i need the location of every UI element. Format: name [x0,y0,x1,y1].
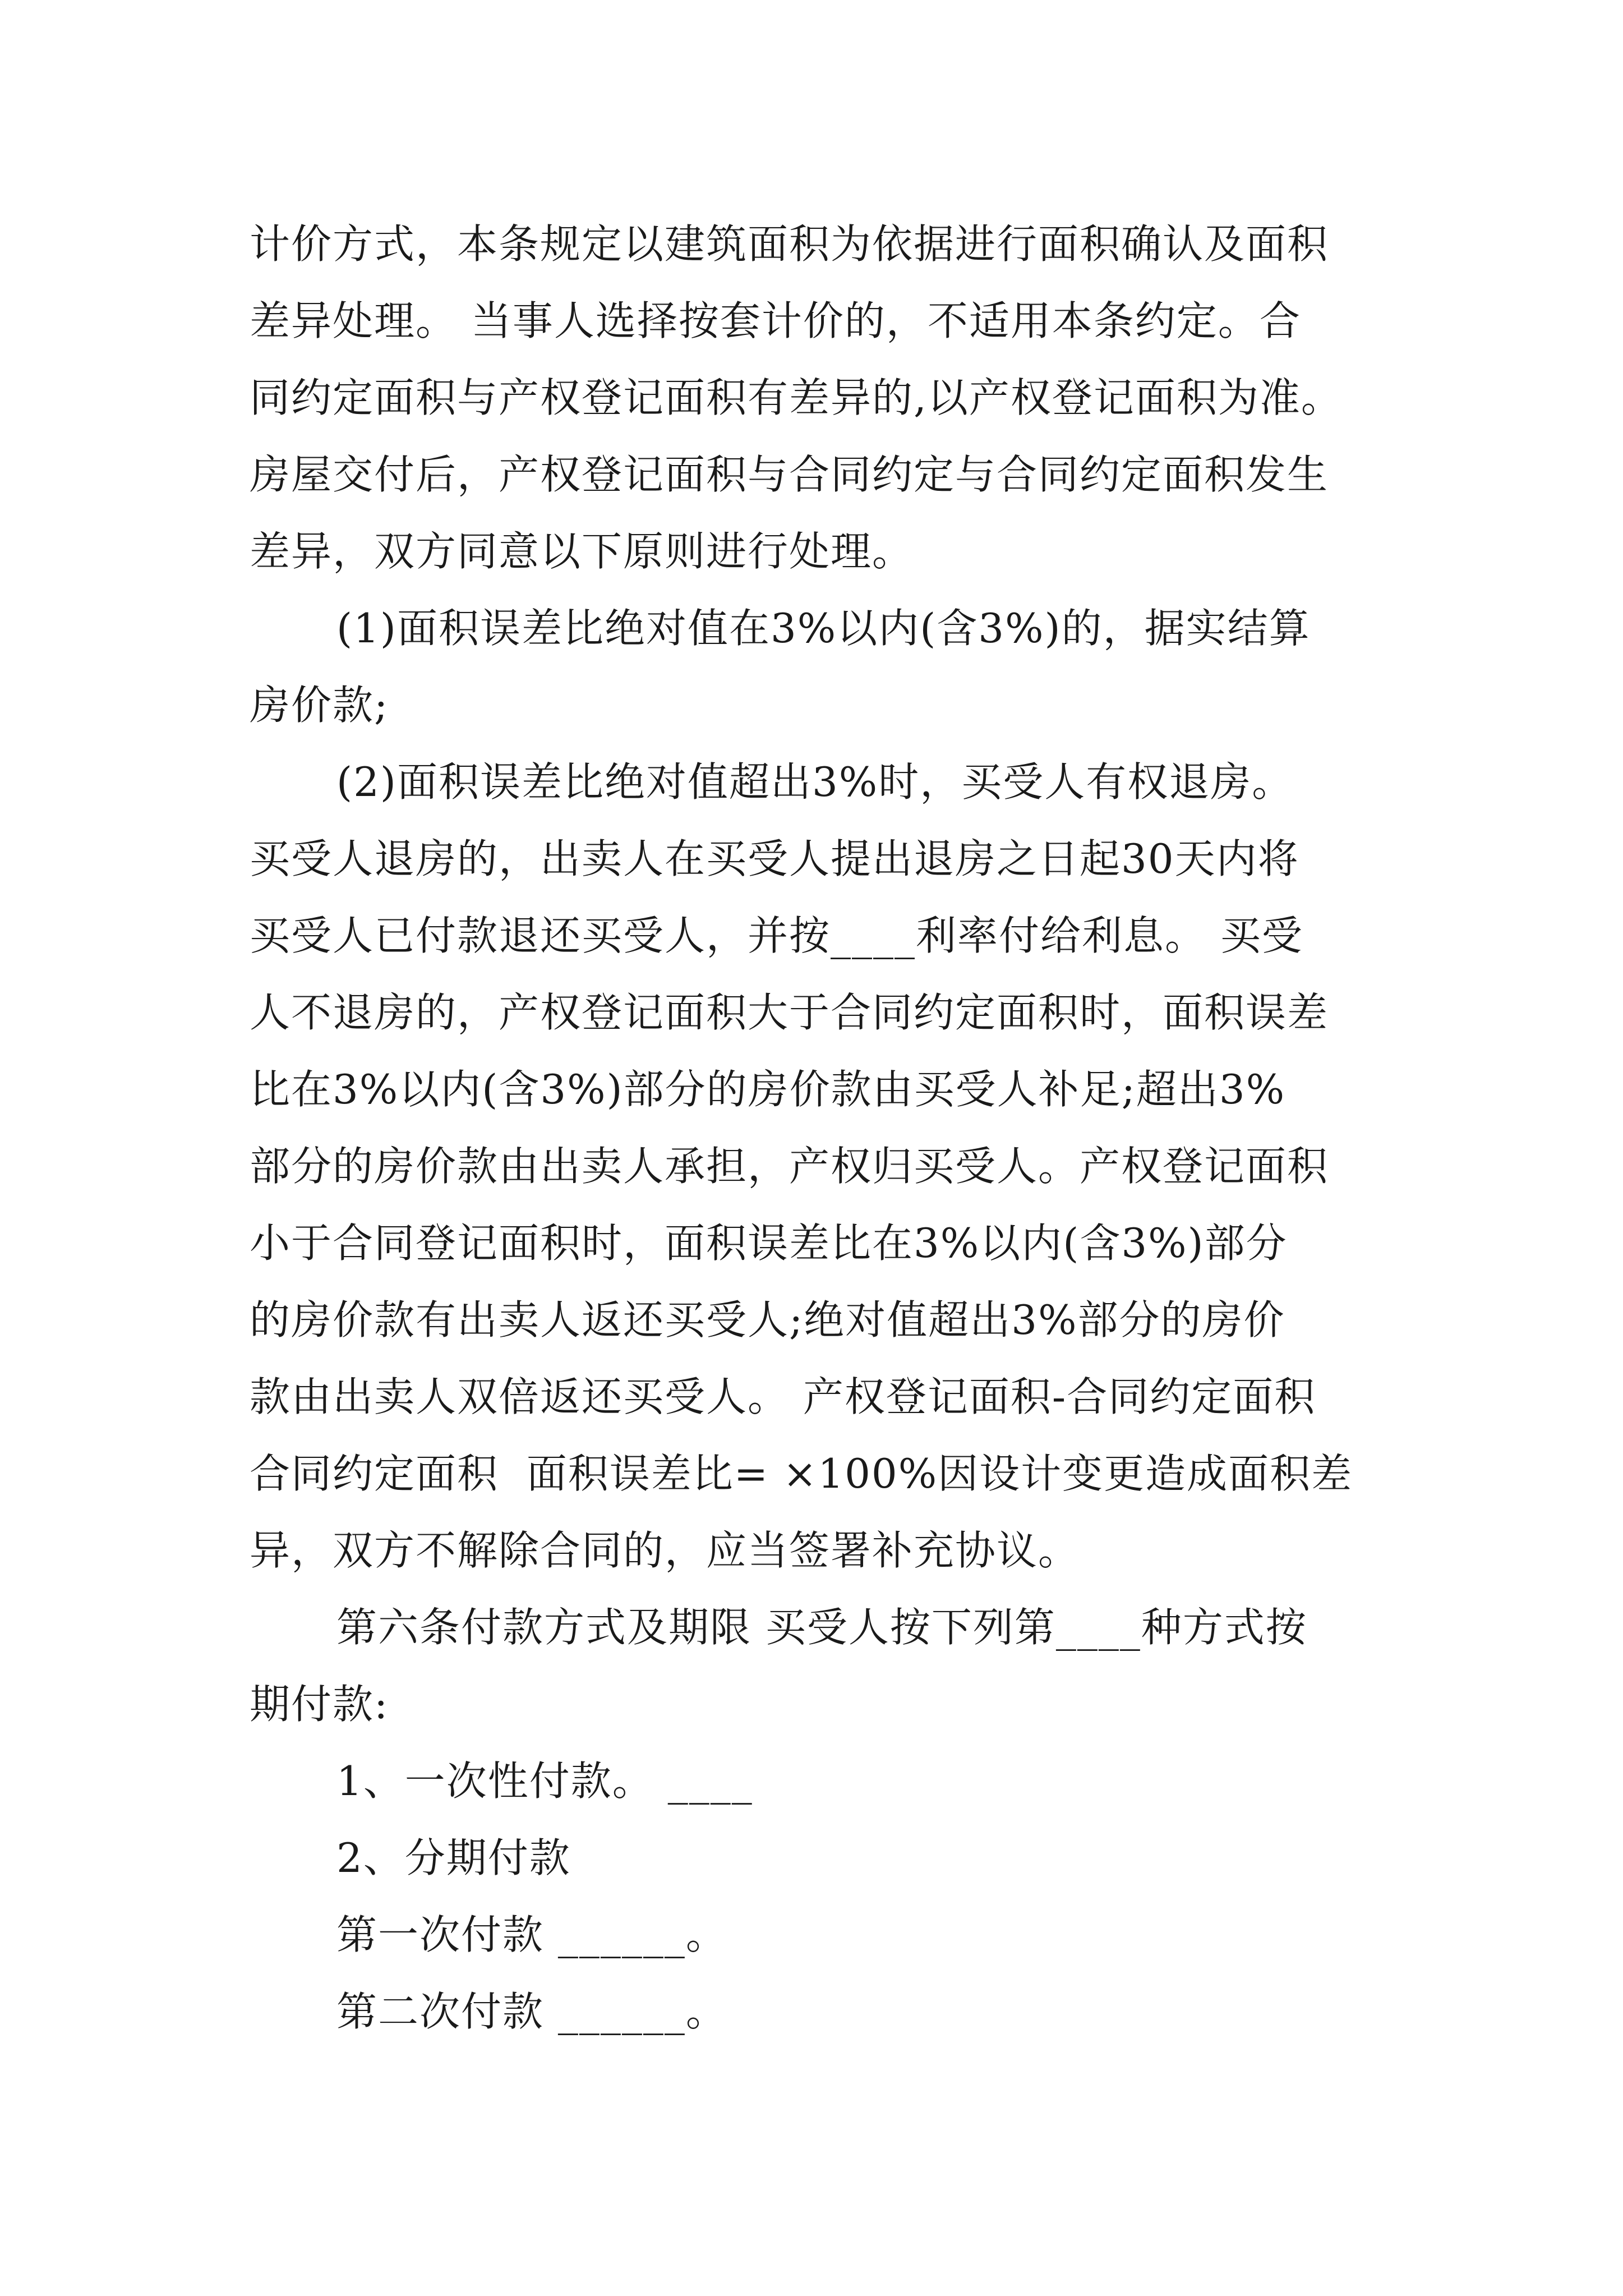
text-line: 款由出卖人双倍返还买受人。 产权登记面积-合同约定面积 [250,1373,1316,1420]
text-line: 比在3%以内(含3%)部分的房价款由买受人补足;超出3% [250,1066,1286,1113]
text-line: 计价方式，本条规定以建筑面积为依据进行面积确认及面积 [250,220,1329,268]
text-line: 差异处理。 当事人选择按套计价的，不适用本条约定。合 [250,297,1301,344]
text-line: 第一次付款 ______。 [336,1911,727,1958]
text-line: 2、分期付款 [336,1834,571,1881]
text-line: 房屋交付后，产权登记面积与合同约定与合同约定面积发生 [250,451,1329,498]
text-line: 同约定面积与产权登记面积有差异的,以产权登记面积为准。 [250,374,1343,421]
text-line: 期付款: [250,1681,389,1728]
text-line: 房价款; [250,682,389,729]
text-line: 买受人已付款退还买受人，并按____利率付给利息。 买受 [250,912,1303,959]
text-line: (2)面积误差比绝对值超出3%时，买受人有权退房。 [336,758,1294,806]
text-line: 人不退房的，产权登记面积大于合同约定面积时，面积误差 [250,989,1329,1036]
text-line: 差异，双方同意以下原则进行处理。 [250,528,914,575]
text-line: (1)面积误差比绝对值在3%以内(含3%)的，据实结算 [336,605,1311,652]
text-line: 异，双方不解除合同的，应当签署补充协议。 [250,1527,1080,1574]
text-line: 买受人退房的，出卖人在买受人提出退房之日起30天内将 [250,835,1299,882]
text-line: 小于合同登记面积时，面积误差比在3%以内(含3%)部分 [250,1220,1288,1267]
text-line: 合同约定面积 面积误差比= ×100%因设计变更造成面积差 [250,1450,1353,1497]
text-line: 第二次付款 ______。 [336,1988,727,2035]
text-line: 1、一次性付款。 ____ [336,1757,753,1805]
text-line: 的房价款有出卖人返还买受人;绝对值超出3%部分的房价 [250,1296,1285,1343]
text-line: 第六条付款方式及期限 买受人按下列第____种方式按 [336,1604,1307,1651]
text-line: 部分的房价款由出卖人承担，产权归买受人。产权登记面积 [250,1143,1329,1190]
